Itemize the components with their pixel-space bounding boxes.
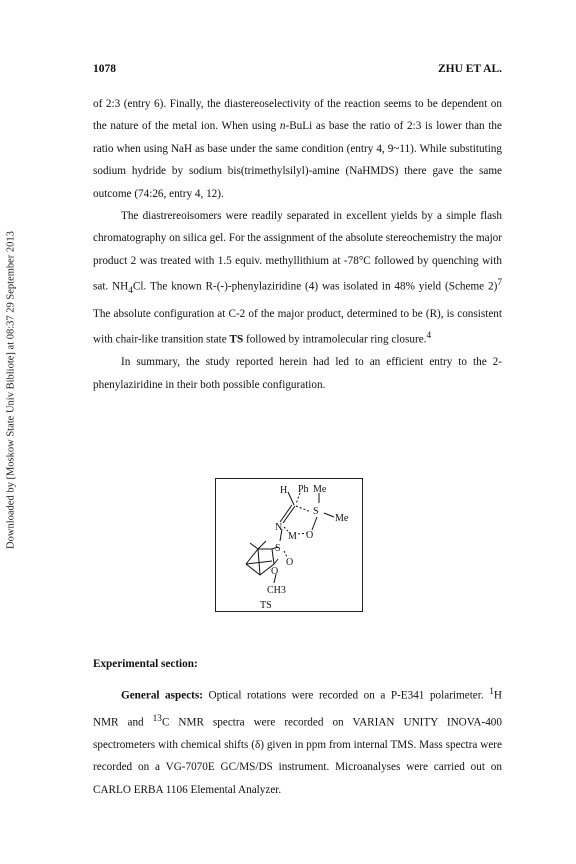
paragraph-summary: In summary, the study reported herein had led to an efficient entry to the 2-phenylaziridine in their both possible configuration. xyxy=(93,356,502,391)
paragraph-text: Optical rotations were recorded on a P-E341 polarimeter. xyxy=(202,690,490,703)
paragraph-separation xyxy=(93,205,502,351)
paragraph-text: C NMR spectra were recorded on VARIAN UNITY INOVA-400 spectrometers with chemical shifts (δ) given in ppm from internal TMS. Mass spectra were recorded on a VG-7070E GC/MS/DS instrument. Microanalyses were carried out on CARLO ERBA 1106 Elemental Analyzer. xyxy=(93,716,502,796)
article-body xyxy=(93,93,502,396)
transition-state-figure xyxy=(215,478,363,612)
paragraph-text: -BuLi as base the ratio of 2:3 is lower than the ratio when using NaH as base under the same condition (entry 4, 9~11). While substituting sodium hydride by sodium bis(trimethylsilyl)-amine (NaHMDS) there gave the same outcome (74:26, entry 4, 12). xyxy=(93,120,502,200)
paragraph-text: followed by intramolecular ring closure. xyxy=(243,333,427,346)
bold-ts: TS xyxy=(229,333,244,346)
italic-n: n xyxy=(279,120,286,133)
atom-s-mid: S xyxy=(275,543,281,554)
atom-o-right: O xyxy=(306,530,314,541)
atom-m: M xyxy=(288,531,297,542)
atom-ch3: CH3 xyxy=(267,585,286,596)
general-aspects-label: General aspects: xyxy=(121,690,203,703)
atom-ph: Ph xyxy=(298,484,309,495)
atom-me-right: Me xyxy=(335,513,349,524)
reference-7: 7 xyxy=(497,278,502,289)
atom-n: N xyxy=(275,522,283,533)
paragraph-text: The diastrereoisomers were readily separated in excellent yields by a simple flash chromatography on silica gel. For the assignment of the absolute stereochemistry the major product 2 was treated with 1.5 equiv. methyllithium at -78°C followed by quenching with sat. NH xyxy=(93,210,502,293)
page-number: 1078 xyxy=(93,63,116,75)
subscript-4: 4 xyxy=(128,286,133,297)
atom-me-top: Me xyxy=(313,484,327,495)
atom-o-low: O xyxy=(271,566,279,577)
paragraph-text: of 2:3 (entry 6). Finally, the diastereoselectivity of the reaction seems to be dependent on the nature of the metal ion. When using xyxy=(93,98,502,133)
paragraph-text: Cl. The known R-(-)-phenylaziridine (4) was isolated in 48% yield (Scheme 2) xyxy=(132,280,498,293)
superscript-13: 13 xyxy=(152,713,162,724)
download-watermark xyxy=(4,150,18,630)
atom-o-mid: O xyxy=(286,557,294,568)
paragraph-general-aspects xyxy=(93,681,502,801)
atom-h: H xyxy=(280,485,288,496)
experimental-heading: Experimental section: xyxy=(93,658,198,670)
reference-4: 4 xyxy=(426,331,432,342)
paragraph-text: H NMR and xyxy=(93,690,502,729)
superscript-1: 1 xyxy=(489,687,494,698)
figure-caption-ts: TS xyxy=(260,600,272,611)
paragraph-text: The absolute configuration at C-2 of the major product, determined to be (R), is consistent with chair-like transition state xyxy=(93,307,502,346)
download-watermark-text: Downloaded by [Moskow State Univ Bibliote] at 08:37 29 September 2013 xyxy=(5,231,17,549)
paragraph-diastereoselectivity xyxy=(93,93,502,205)
experimental-section xyxy=(93,653,502,801)
running-authors: ZHU ET AL. xyxy=(437,63,502,75)
atom-s-top: S xyxy=(313,506,319,517)
transition-state-structure xyxy=(216,479,364,613)
